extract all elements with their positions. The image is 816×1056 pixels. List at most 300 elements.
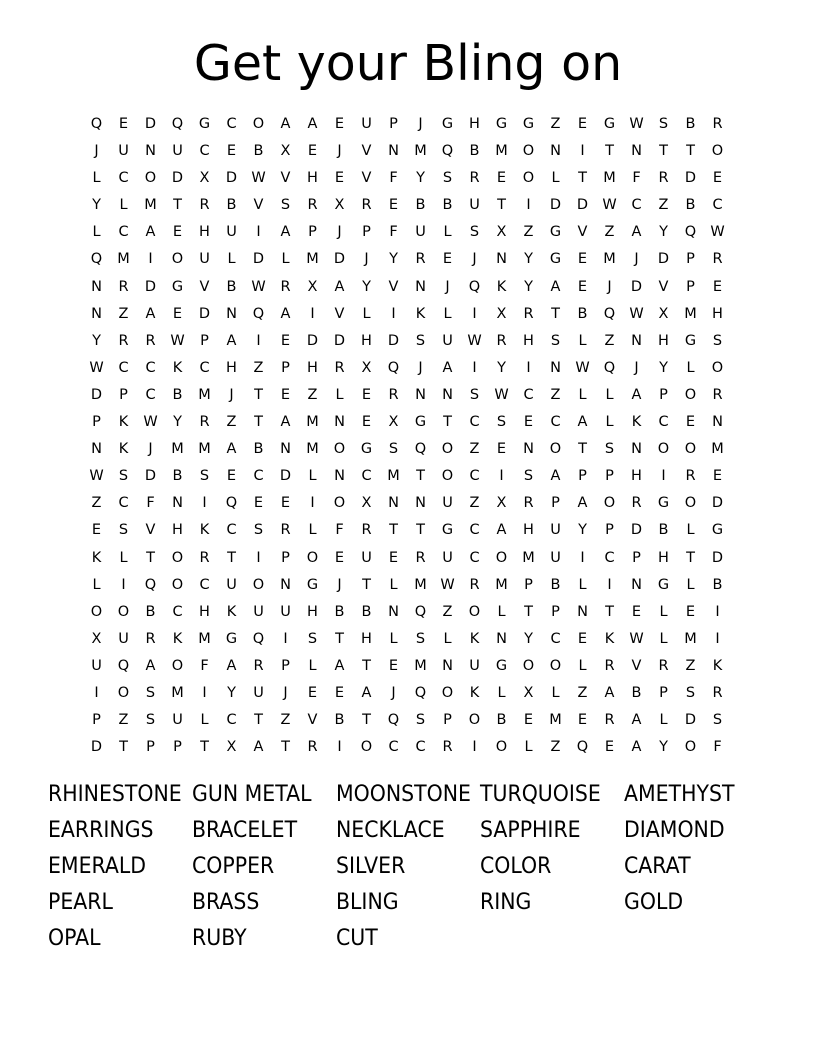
- grid-letter: U: [253, 603, 264, 620]
- grid-letter: A: [280, 414, 291, 431]
- grid-letter: Z: [469, 441, 480, 458]
- grid-letter: Q: [144, 576, 157, 593]
- grid-letter: C: [226, 116, 237, 132]
- grid-letter: E: [685, 603, 696, 620]
- grid-letter: V: [577, 224, 588, 241]
- grid-letter: J: [391, 684, 396, 701]
- grid-letter: M: [144, 197, 157, 214]
- grid-letter: Z: [604, 224, 615, 241]
- grid-letter: O: [252, 576, 265, 593]
- grid-letter: D: [144, 468, 157, 485]
- grid-letter: E: [577, 630, 588, 647]
- grid-letter: Y: [659, 359, 668, 376]
- grid-letter: C: [253, 468, 264, 485]
- grid-letter: U: [91, 657, 102, 674]
- grid-letter: U: [280, 603, 291, 620]
- grid-letter: R: [712, 386, 723, 403]
- grid-letter: R: [685, 468, 696, 485]
- grid-letter: H: [658, 549, 669, 566]
- page-title: Get your Bling on: [193, 35, 623, 92]
- grid-letter: Z: [658, 197, 669, 214]
- word-list-item: PEARL: [48, 890, 113, 915]
- grid-letter: P: [200, 332, 209, 349]
- grid-letter: W: [629, 305, 644, 322]
- grid-letter: D: [90, 386, 103, 403]
- grid-letter: O: [360, 739, 373, 756]
- grid-letter: G: [441, 116, 454, 132]
- grid-letter: X: [361, 495, 372, 512]
- grid-letter: Z: [604, 332, 615, 349]
- grid-letter: B: [226, 197, 237, 214]
- grid-letter: E: [307, 143, 318, 160]
- grid-letter: Z: [685, 657, 696, 674]
- grid-letter: J: [94, 143, 99, 160]
- grid-letter: A: [307, 116, 318, 132]
- grid-letter: B: [496, 712, 507, 729]
- grid-letter: T: [200, 739, 209, 756]
- grid-letter: K: [199, 522, 210, 539]
- grid-letter: H: [307, 359, 318, 376]
- grid-letter: O: [441, 468, 454, 485]
- grid-letter: A: [496, 522, 507, 539]
- grid-letter: L: [686, 522, 695, 539]
- grid-letter: L: [686, 359, 695, 376]
- grid-letter: E: [712, 170, 723, 187]
- grid-letter: U: [361, 116, 372, 132]
- grid-letter: E: [334, 116, 345, 132]
- grid-letter: X: [496, 305, 507, 322]
- grid-letter: U: [172, 712, 183, 729]
- grid-letter: H: [199, 603, 210, 620]
- grid-letter: L: [578, 576, 587, 593]
- grid-letter: S: [145, 712, 156, 729]
- grid-letter: W: [89, 468, 104, 485]
- grid-letter: P: [119, 386, 128, 403]
- grid-letter: O: [711, 359, 724, 376]
- grid-letter: L: [443, 305, 452, 322]
- word-list-item: CARAT: [624, 854, 691, 879]
- grid-letter: X: [91, 630, 102, 647]
- grid-letter: C: [469, 549, 480, 566]
- grid-letter: F: [632, 170, 641, 187]
- grid-letter: U: [199, 251, 210, 268]
- grid-letter: M: [198, 386, 211, 403]
- grid-letter: F: [200, 657, 209, 674]
- grid-letter: U: [442, 332, 453, 349]
- grid-letter: Z: [469, 495, 480, 512]
- grid-letter: O: [657, 441, 670, 458]
- grid-letter: D: [279, 468, 292, 485]
- grid-letter: R: [415, 251, 426, 268]
- grid-letter: L: [578, 386, 587, 403]
- grid-letter: Q: [684, 224, 697, 241]
- grid-letter: I: [472, 359, 477, 376]
- word-list-item: GOLD: [624, 890, 684, 915]
- grid-letter: L: [92, 170, 101, 187]
- grid-letter: J: [472, 251, 477, 268]
- grid-letter: C: [226, 712, 237, 729]
- grid-letter: R: [118, 332, 129, 349]
- grid-letter: I: [121, 576, 126, 593]
- grid-letter: T: [416, 522, 425, 539]
- grid-letter: P: [443, 712, 452, 729]
- grid-letter: K: [118, 441, 129, 458]
- grid-letter: V: [334, 305, 345, 322]
- grid-letter: I: [202, 495, 207, 512]
- grid-letter: R: [280, 278, 291, 295]
- grid-letter: J: [364, 251, 369, 268]
- grid-letter: O: [252, 116, 265, 132]
- grid-letter: S: [712, 332, 723, 349]
- grid-letter: R: [604, 712, 615, 729]
- grid-letter: J: [445, 278, 450, 295]
- grid-letter: Q: [576, 739, 589, 756]
- grid-letter: L: [335, 386, 344, 403]
- word-list-item: AMETHYST: [624, 782, 735, 807]
- grid-letter: I: [94, 684, 99, 701]
- grid-letter: N: [172, 495, 183, 512]
- grid-letter: S: [307, 630, 318, 647]
- grid-letter: V: [253, 197, 264, 214]
- grid-letter: D: [711, 495, 724, 512]
- grid-letter: P: [686, 278, 695, 295]
- grid-letter: J: [607, 278, 612, 295]
- grid-letter: S: [685, 684, 696, 701]
- grid-letter: E: [442, 251, 453, 268]
- grid-letter: L: [497, 603, 506, 620]
- grid-letter: K: [226, 603, 237, 620]
- grid-letter: M: [306, 251, 319, 268]
- grid-letter: S: [415, 332, 426, 349]
- grid-letter: M: [306, 441, 319, 458]
- grid-letter: P: [173, 739, 182, 756]
- grid-letter: U: [442, 495, 453, 512]
- grid-letter: I: [526, 197, 531, 214]
- grid-letter: Y: [524, 630, 533, 647]
- grid-letter: B: [172, 386, 183, 403]
- grid-letter: W: [575, 359, 590, 376]
- grid-letter: R: [361, 522, 372, 539]
- grid-letter: G: [711, 522, 724, 539]
- grid-letter: K: [496, 278, 507, 295]
- word-list-item: COLOR: [480, 854, 552, 879]
- grid-letter: L: [389, 576, 398, 593]
- grid-letter: C: [658, 414, 669, 431]
- grid-letter: Z: [577, 684, 588, 701]
- grid-letter: E: [334, 549, 345, 566]
- grid-letter: R: [496, 332, 507, 349]
- grid-letter: W: [89, 359, 104, 376]
- grid-letter: C: [226, 522, 237, 539]
- grid-letter: D: [684, 170, 697, 187]
- grid-letter: L: [119, 549, 128, 566]
- grid-letter: N: [145, 143, 156, 160]
- grid-letter: P: [686, 251, 695, 268]
- grid-letter: T: [659, 143, 668, 160]
- grid-letter: I: [148, 251, 153, 268]
- grid-letter: A: [334, 657, 345, 674]
- grid-letter: S: [199, 468, 210, 485]
- word-list-item: EARRINGS: [48, 818, 154, 843]
- grid-letter: W: [170, 332, 185, 349]
- grid-letter: P: [308, 224, 317, 241]
- grid-letter: X: [280, 143, 291, 160]
- grid-letter: A: [145, 657, 156, 674]
- grid-letter: M: [684, 305, 697, 322]
- grid-letter: G: [684, 332, 697, 349]
- grid-letter: Q: [387, 712, 400, 729]
- grid-letter: L: [119, 197, 128, 214]
- grid-letter: N: [631, 143, 642, 160]
- grid-letter: E: [334, 684, 345, 701]
- grid-letter: R: [415, 549, 426, 566]
- grid-letter: C: [523, 386, 534, 403]
- grid-letter: B: [226, 278, 237, 295]
- grid-letter: I: [391, 305, 396, 322]
- grid-letter: J: [634, 359, 639, 376]
- grid-letter: L: [92, 224, 101, 241]
- grid-letter: O: [468, 603, 481, 620]
- grid-letter: A: [604, 684, 615, 701]
- grid-letter: G: [171, 278, 184, 295]
- grid-letter: D: [198, 305, 211, 322]
- grid-letter: O: [171, 251, 184, 268]
- grid-letter: E: [172, 224, 183, 241]
- grid-letter: S: [604, 441, 615, 458]
- grid-letter: S: [415, 630, 426, 647]
- grid-letter: M: [306, 414, 319, 431]
- grid-letter: E: [685, 414, 696, 431]
- grid-letter: H: [658, 332, 669, 349]
- grid-letter: O: [90, 603, 103, 620]
- grid-letter: E: [604, 739, 615, 756]
- grid-letter: U: [550, 522, 561, 539]
- grid-letter: Z: [118, 305, 129, 322]
- grid-letter: E: [577, 712, 588, 729]
- grid-letter: L: [227, 251, 236, 268]
- grid-letter: A: [550, 468, 561, 485]
- grid-letter: X: [361, 359, 372, 376]
- grid-letter: W: [251, 170, 266, 187]
- grid-letter: T: [119, 739, 128, 756]
- word-list-item: TURQUOISE: [480, 782, 601, 807]
- grid-letter: T: [551, 305, 560, 322]
- grid-letter: D: [549, 197, 562, 214]
- word-list-item: BLING: [336, 890, 399, 915]
- grid-letter: O: [171, 576, 184, 593]
- grid-letter: X: [199, 170, 210, 187]
- grid-letter: D: [333, 251, 346, 268]
- grid-letter: E: [388, 549, 399, 566]
- grid-letter: T: [605, 603, 614, 620]
- grid-letter: I: [715, 603, 720, 620]
- grid-letter: S: [658, 116, 669, 132]
- grid-letter: I: [256, 224, 261, 241]
- grid-letter: R: [469, 576, 480, 593]
- word-list-item: SILVER: [336, 854, 406, 879]
- grid-letter: U: [415, 224, 426, 241]
- grid-letter: A: [361, 684, 372, 701]
- grid-letter: T: [362, 576, 371, 593]
- grid-letter: H: [523, 522, 534, 539]
- grid-letter: E: [334, 170, 345, 187]
- grid-letter: O: [495, 739, 508, 756]
- grid-letter: N: [415, 495, 426, 512]
- grid-letter: G: [414, 414, 427, 431]
- grid-letter: W: [251, 278, 266, 295]
- grid-letter: S: [712, 712, 723, 729]
- grid-letter: R: [712, 116, 723, 132]
- grid-letter: E: [577, 116, 588, 132]
- grid-letter: T: [281, 739, 290, 756]
- grid-letter: Q: [414, 684, 427, 701]
- grid-letter: O: [171, 549, 184, 566]
- grid-letter: Z: [91, 495, 102, 512]
- grid-letter: O: [522, 143, 535, 160]
- grid-letter: E: [253, 495, 264, 512]
- grid-letter: I: [472, 739, 477, 756]
- grid-letter: P: [389, 116, 398, 132]
- grid-letter: S: [496, 414, 507, 431]
- grid-letter: L: [308, 522, 317, 539]
- grid-letter: P: [281, 549, 290, 566]
- grid-letter: O: [603, 495, 616, 512]
- grid-letter: O: [549, 657, 562, 674]
- grid-letter: G: [495, 657, 508, 674]
- grid-letter: E: [388, 197, 399, 214]
- word-list-item: GUN METAL: [192, 782, 312, 807]
- grid-letter: V: [307, 712, 318, 729]
- grid-letter: W: [629, 630, 644, 647]
- grid-letter: E: [361, 414, 372, 431]
- grid-letter: I: [580, 143, 585, 160]
- grid-letter: T: [254, 386, 263, 403]
- grid-letter: P: [524, 576, 533, 593]
- grid-letter: M: [414, 657, 427, 674]
- grid-letter: C: [415, 739, 426, 756]
- grid-letter: B: [577, 305, 588, 322]
- letter-grid: [83, 111, 731, 761]
- grid-letter: N: [280, 576, 291, 593]
- grid-letter: S: [469, 386, 480, 403]
- grid-letter: V: [361, 143, 372, 160]
- grid-letter: E: [496, 441, 507, 458]
- grid-letter: I: [337, 739, 342, 756]
- grid-letter: N: [388, 143, 399, 160]
- grid-letter: O: [711, 143, 724, 160]
- grid-letter: Z: [280, 712, 291, 729]
- word-list-item: SAPPHIRE: [480, 818, 581, 843]
- grid-letter: R: [199, 197, 210, 214]
- grid-letter: I: [472, 305, 477, 322]
- grid-letter: R: [712, 251, 723, 268]
- grid-letter: S: [550, 332, 561, 349]
- grid-letter: M: [414, 143, 427, 160]
- grid-letter: D: [171, 170, 184, 187]
- grid-letter: O: [306, 549, 319, 566]
- grid-letter: O: [441, 441, 454, 458]
- grid-letter: L: [362, 305, 371, 322]
- grid-letter: G: [522, 116, 535, 132]
- grid-letter: B: [685, 116, 696, 132]
- grid-letter: T: [416, 468, 425, 485]
- grid-letter: A: [631, 224, 642, 241]
- grid-letter: G: [198, 116, 211, 132]
- grid-letter: B: [145, 603, 156, 620]
- grid-letter: Q: [117, 657, 130, 674]
- grid-letter: B: [550, 576, 561, 593]
- word-list-item: NECKLACE: [336, 818, 445, 843]
- grid-letter: K: [712, 657, 723, 674]
- grid-letter: D: [90, 739, 103, 756]
- grid-letter: Y: [92, 197, 101, 214]
- grid-letter: U: [226, 576, 237, 593]
- grid-letter: W: [143, 414, 158, 431]
- grid-letter: G: [360, 441, 373, 458]
- grid-letter: H: [361, 630, 372, 647]
- grid-letter: H: [712, 305, 723, 322]
- grid-letter: E: [523, 414, 534, 431]
- grid-letter: O: [333, 495, 346, 512]
- grid-letter: G: [657, 495, 670, 512]
- grid-letter: G: [306, 576, 319, 593]
- word-list: [48, 777, 768, 957]
- grid-letter: M: [522, 549, 535, 566]
- grid-letter: H: [307, 603, 318, 620]
- grid-letter: T: [443, 414, 452, 431]
- grid-letter: J: [337, 143, 342, 160]
- grid-letter: D: [387, 332, 400, 349]
- grid-letter: D: [576, 197, 589, 214]
- grid-letter: L: [551, 170, 560, 187]
- grid-letter: T: [605, 143, 614, 160]
- grid-letter: N: [415, 386, 426, 403]
- grid-letter: X: [334, 197, 345, 214]
- grid-letter: C: [199, 576, 210, 593]
- grid-letter: C: [361, 468, 372, 485]
- grid-letter: Q: [414, 441, 427, 458]
- grid-letter: I: [256, 549, 261, 566]
- grid-letter: C: [604, 549, 615, 566]
- grid-letter: H: [361, 332, 372, 349]
- grid-letter: Y: [524, 278, 533, 295]
- grid-letter: M: [684, 630, 697, 647]
- grid-letter: O: [468, 712, 481, 729]
- grid-letter: S: [442, 170, 453, 187]
- grid-letter: J: [148, 441, 153, 458]
- grid-letter: O: [522, 657, 535, 674]
- grid-letter: X: [496, 224, 507, 241]
- grid-letter: Z: [307, 386, 318, 403]
- grid-letter: C: [712, 197, 723, 214]
- grid-letter: G: [225, 630, 238, 647]
- grid-letter: M: [495, 576, 508, 593]
- grid-letter: P: [92, 712, 101, 729]
- grid-letter: Q: [252, 305, 265, 322]
- grid-letter: K: [604, 630, 615, 647]
- grid-letter: Y: [659, 739, 668, 756]
- grid-letter: N: [631, 441, 642, 458]
- grid-letter: M: [387, 468, 400, 485]
- grid-letter: K: [118, 414, 129, 431]
- grid-letter: S: [469, 224, 480, 241]
- grid-letter: U: [469, 657, 480, 674]
- grid-letter: F: [389, 224, 398, 241]
- grid-letter: M: [198, 441, 211, 458]
- grid-letter: D: [630, 522, 643, 539]
- grid-letter: O: [684, 386, 697, 403]
- grid-letter: P: [605, 522, 614, 539]
